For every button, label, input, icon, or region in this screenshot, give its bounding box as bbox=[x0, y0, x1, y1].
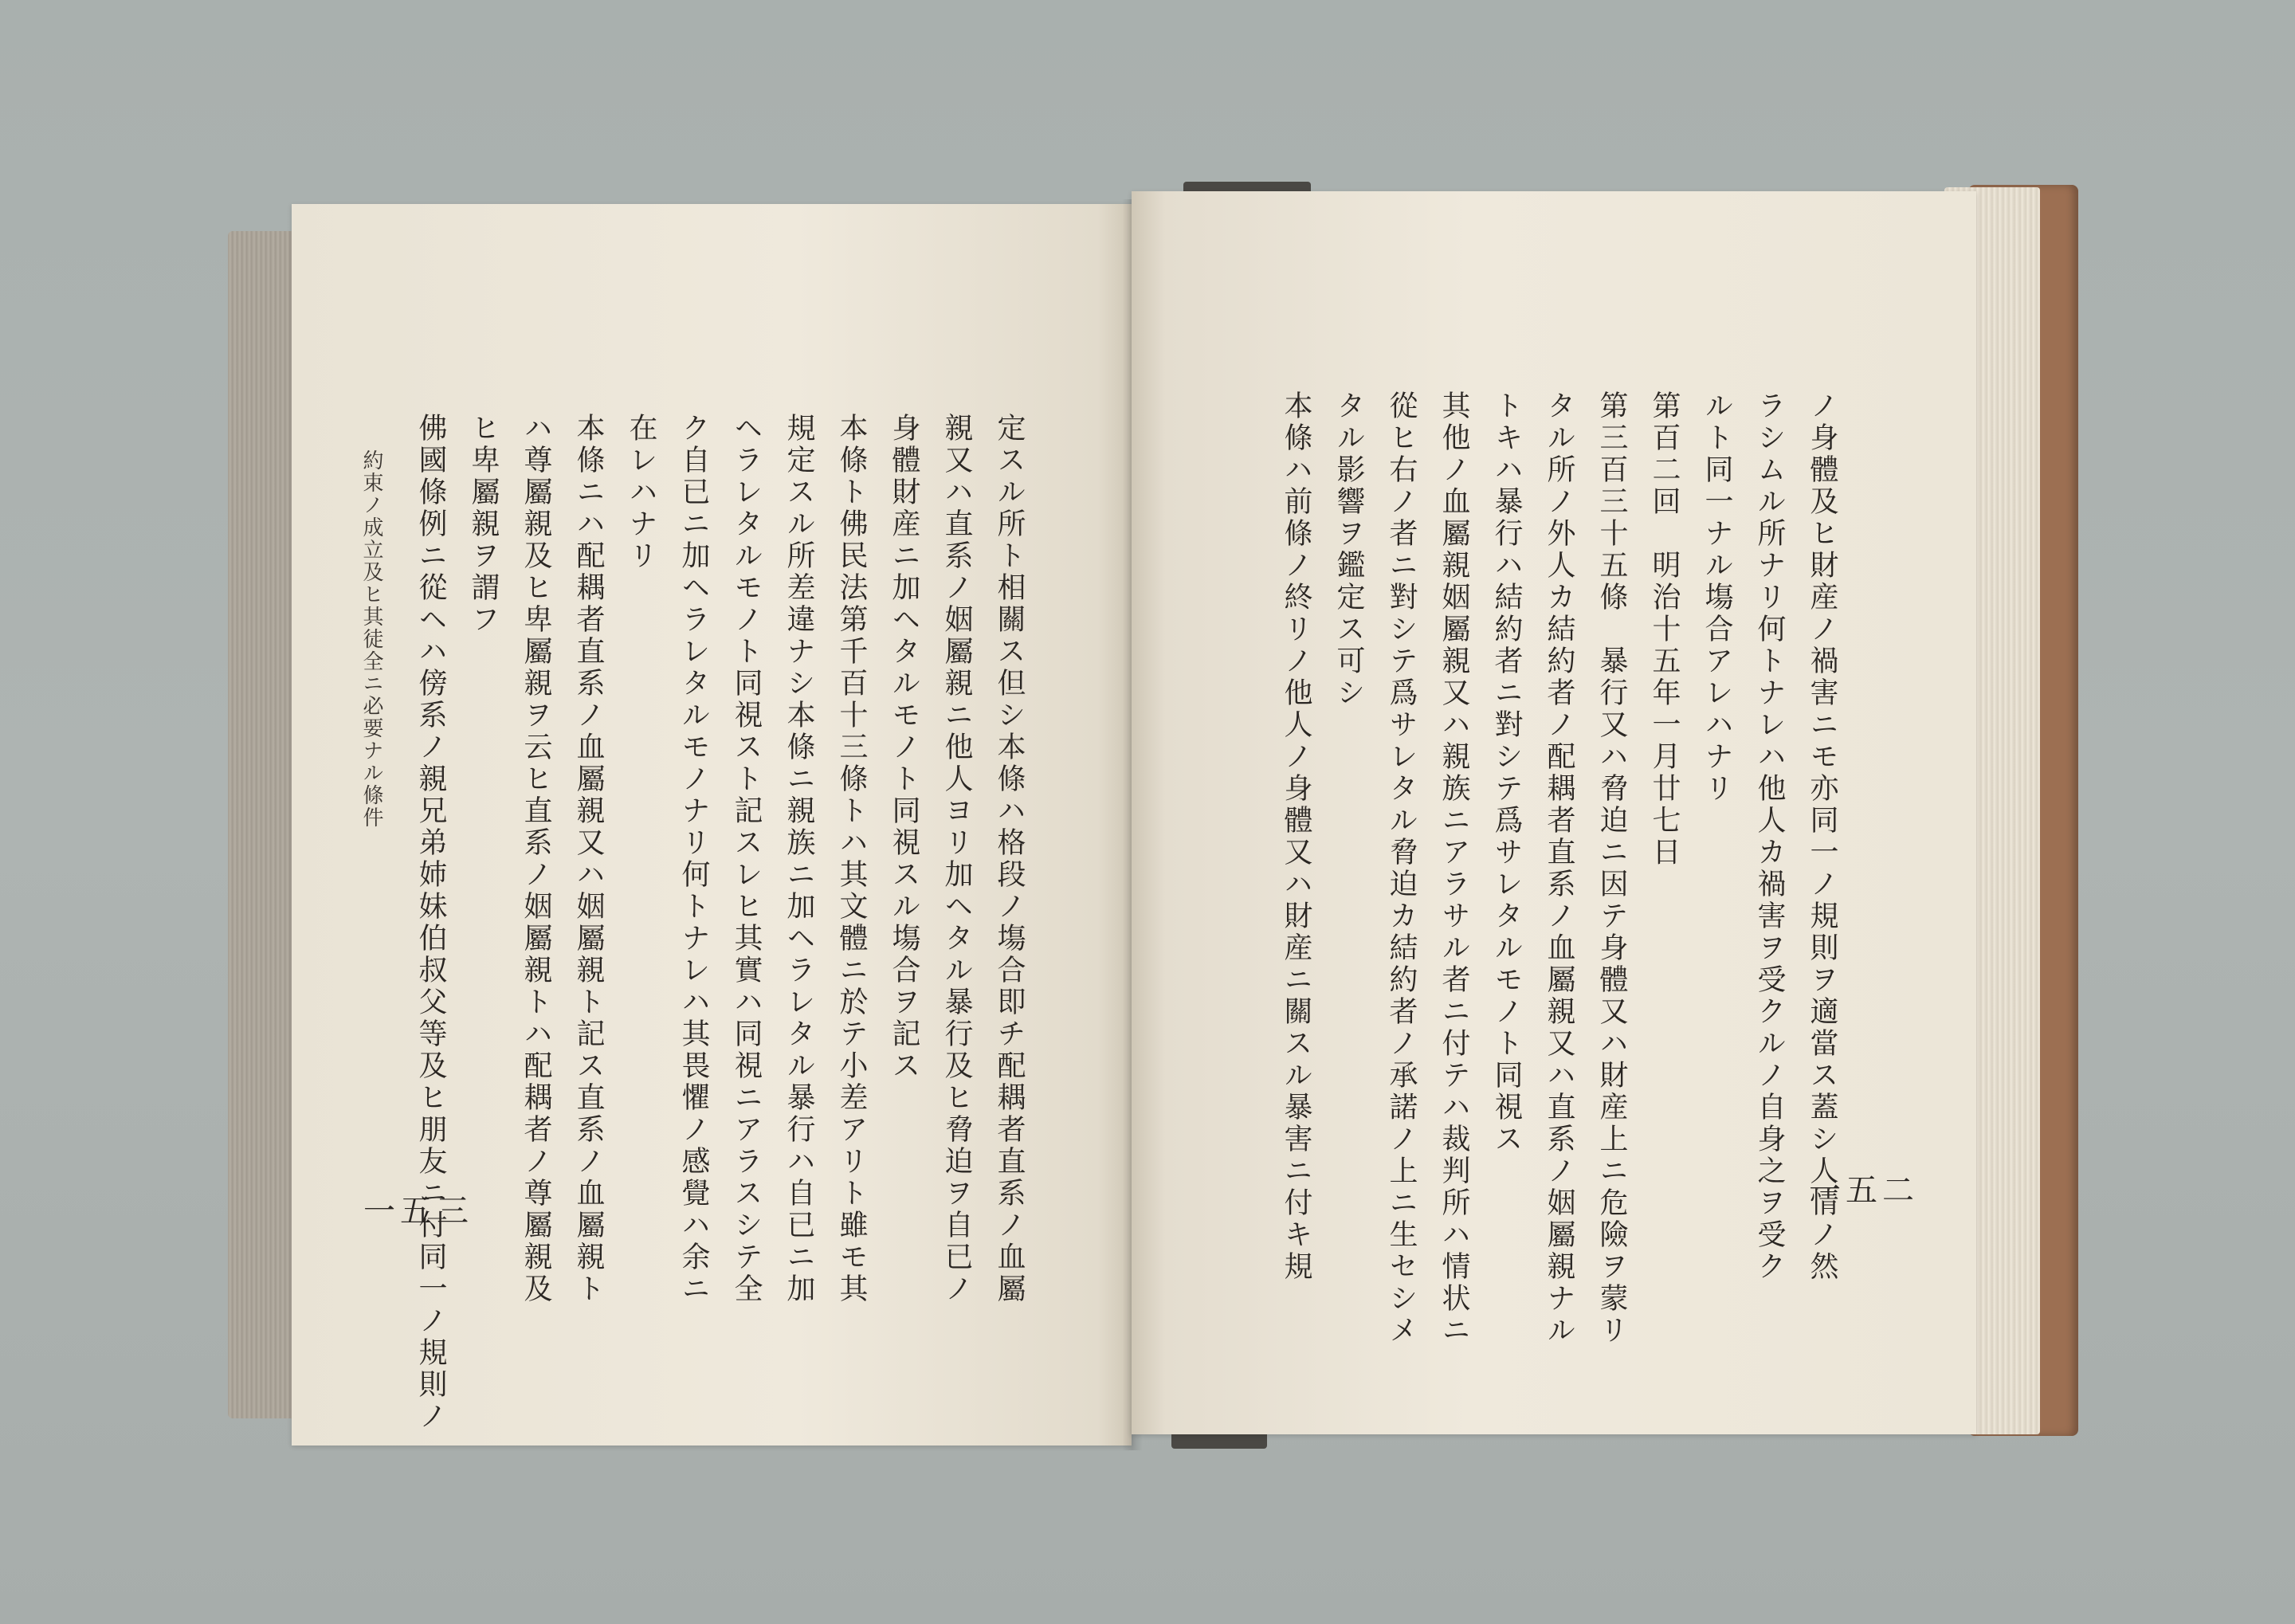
text-column: ヒ卑屬親ヲ謂フ bbox=[467, 413, 500, 636]
text-column: 身體財産ニ加ヘタルモノト同視スル塲合ヲ記ス bbox=[888, 413, 920, 1082]
text-column: ハ尊屬親及ヒ卑屬親ヲ云ヒ直系ノ姻屬親トハ配耦者ノ尊屬親及 bbox=[520, 413, 552, 1305]
text-column: ク自已ニ加ヘラレタルモノナリ何トナレハ其畏懼ノ感覺ハ余ニ bbox=[677, 413, 710, 1305]
text-column: タル所ノ外人カ結約者ノ配耦者直系ノ血屬親又ハ直系ノ姻屬親ナル bbox=[1543, 390, 1575, 1347]
text-column: ヘラレタルモノト同視スト記スレヒ其實ハ同視ニアラスシテ全 bbox=[730, 413, 763, 1305]
text-column: ノ身體及ヒ財産ノ禍害ニモ亦同一ノ規則ヲ適當ス蓋シ人情ノ然 bbox=[1806, 390, 1838, 1283]
section-heading: 第百二回 明治十五年一月廿七日 bbox=[1648, 390, 1681, 869]
text-column: ルト同一ナル塲合アレハナリ bbox=[1701, 390, 1733, 805]
text-column: 本條ニハ配耦者直系ノ血屬親又ハ姻屬親ト記ス直系ノ血屬親ト bbox=[572, 413, 605, 1305]
text-column: 從ヒ右ノ者ニ對シテ爲サレタル脅迫カ結約者ノ承諾ノ上ニ生セシメ bbox=[1385, 390, 1418, 1347]
text-column: ラシムル所ナリ何トナレハ他人カ禍害ヲ受クルノ自身之ヲ受ク bbox=[1753, 390, 1786, 1283]
text-column: 其他ノ血屬親姻屬親又ハ親族ニアラサル者ニ付テハ裁判所ハ情状ニ bbox=[1438, 390, 1470, 1347]
left-page-number: 一五三 bbox=[363, 1193, 473, 1230]
article-heading: 第三百三十五條 暴行又ハ脅迫ニ因テ身體又ハ財産上ニ危險ヲ蒙リ bbox=[1595, 390, 1628, 1347]
running-title: 約束ノ成立及ヒ其徒全ニ必要ナル條件 bbox=[359, 449, 383, 829]
text-column: トキハ暴行ハ結約者ニ對シテ爲サレタルモノト同視ス bbox=[1490, 390, 1523, 1155]
right-page-number: 一五二 bbox=[1809, 1172, 1919, 1209]
right-page bbox=[1132, 191, 1976, 1434]
text-column: 在レハナリ bbox=[625, 413, 657, 572]
text-column: 佛國條例ニ從ヘハ傍系ノ親兄弟姉妹伯叔父等及ヒ朋友ニ付同一ノ規則ノ bbox=[414, 413, 447, 1433]
text-column: 本條ト佛民法第千百十三條トハ其文體ニ於テ小差アリト雖モ其 bbox=[835, 413, 868, 1305]
text-column: 定スル所ト相關ス但シ本條ハ格段ノ塲合即チ配耦者直系ノ血屬 bbox=[993, 413, 1026, 1305]
text-column: タル影響ヲ鑑定ス可シ bbox=[1332, 390, 1365, 709]
text-column: 規定スル所差違ナシ本條ニ親族ニ加ヘラレタル暴行ハ自已ニ加 bbox=[783, 413, 815, 1305]
text-column: 親又ハ直系ノ姻屬親ニ他人ヨリ加ヘタル暴行及ヒ脅迫ヲ自已ノ bbox=[940, 413, 973, 1305]
text-column: 本條ハ前條ノ終リノ他人ノ身體又ハ財産ニ關スル暴害ニ付キ規 bbox=[1280, 390, 1312, 1283]
left-page bbox=[292, 204, 1132, 1446]
